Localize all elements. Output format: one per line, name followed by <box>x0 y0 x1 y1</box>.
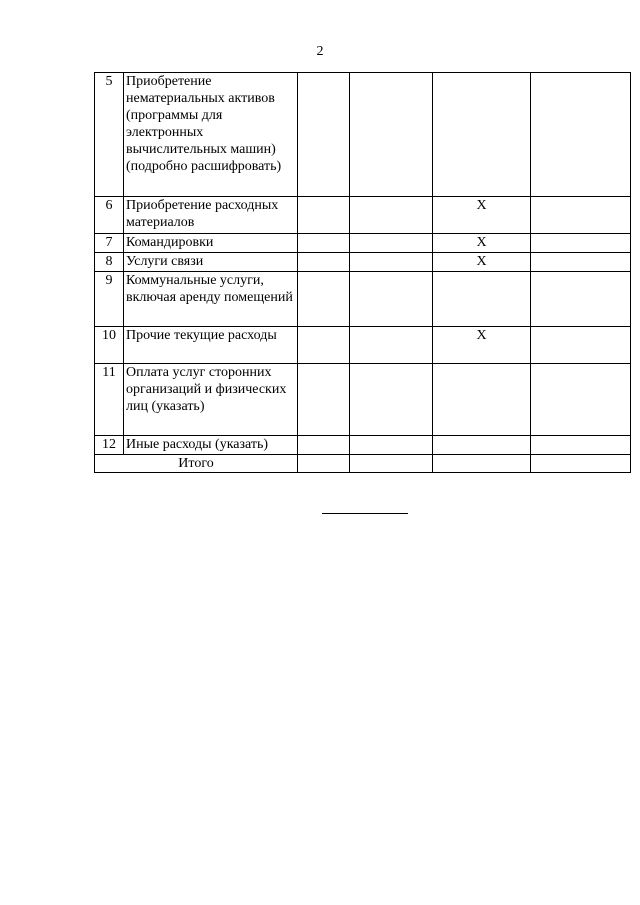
row-cell <box>298 234 350 253</box>
row-name: Оплата услуг сторонних организаций и физических лиц (указать) <box>124 364 298 436</box>
row-cell <box>531 253 631 272</box>
table-row <box>95 73 631 197</box>
row-name: Командировки <box>124 234 298 253</box>
row-name: Приобретение расходных материалов <box>124 197 298 234</box>
total-cell <box>350 455 433 473</box>
row-cell <box>531 73 631 197</box>
total-row <box>95 455 631 473</box>
row-mark-cell: Х <box>433 253 531 272</box>
expense-table <box>94 72 631 473</box>
table-row <box>95 253 631 272</box>
row-cell <box>298 272 350 327</box>
row-cell <box>350 327 433 364</box>
page-number: 2 <box>316 44 324 59</box>
table-row <box>95 197 631 234</box>
row-mark-cell: Х <box>433 327 531 364</box>
table-row <box>95 327 631 364</box>
row-number: 9 <box>95 272 124 327</box>
row-cell <box>531 436 631 455</box>
row-number: 10 <box>95 327 124 364</box>
row-cell <box>350 253 433 272</box>
row-mark-cell <box>433 272 531 327</box>
row-cell <box>531 234 631 253</box>
total-cell <box>531 455 631 473</box>
total-label: Итого <box>95 455 298 473</box>
row-name: Приобретение нематериальных активов (программы для электронных вычислительных машин) (подробно расшифровать) <box>124 73 298 197</box>
row-cell <box>531 364 631 436</box>
total-cell <box>298 455 350 473</box>
row-cell <box>350 272 433 327</box>
separator-line <box>322 513 408 514</box>
row-cell <box>531 272 631 327</box>
table-row <box>95 272 631 327</box>
row-name: Иные расходы (указать) <box>124 436 298 455</box>
row-cell <box>350 364 433 436</box>
row-cell <box>298 436 350 455</box>
row-cell <box>350 197 433 234</box>
row-cell <box>350 73 433 197</box>
row-mark-cell: Х <box>433 234 531 253</box>
row-mark-cell <box>433 436 531 455</box>
row-name: Коммунальные услуги, включая аренду помещений <box>124 272 298 327</box>
row-mark-cell <box>433 73 531 197</box>
table-row <box>95 234 631 253</box>
row-number: 11 <box>95 364 124 436</box>
row-mark-cell: Х <box>433 197 531 234</box>
row-mark-cell <box>433 364 531 436</box>
row-number: 12 <box>95 436 124 455</box>
table-row <box>95 364 631 436</box>
row-number: 7 <box>95 234 124 253</box>
row-cell <box>350 234 433 253</box>
row-name: Услуги связи <box>124 253 298 272</box>
row-cell <box>350 436 433 455</box>
row-cell <box>298 73 350 197</box>
row-name: Прочие текущие расходы <box>124 327 298 364</box>
total-cell <box>433 455 531 473</box>
row-cell <box>298 364 350 436</box>
row-number: 5 <box>95 73 124 197</box>
row-cell <box>531 197 631 234</box>
row-number: 6 <box>95 197 124 234</box>
row-cell <box>298 327 350 364</box>
row-cell <box>298 197 350 234</box>
row-number: 8 <box>95 253 124 272</box>
row-cell <box>531 327 631 364</box>
table-row <box>95 436 631 455</box>
row-cell <box>298 253 350 272</box>
